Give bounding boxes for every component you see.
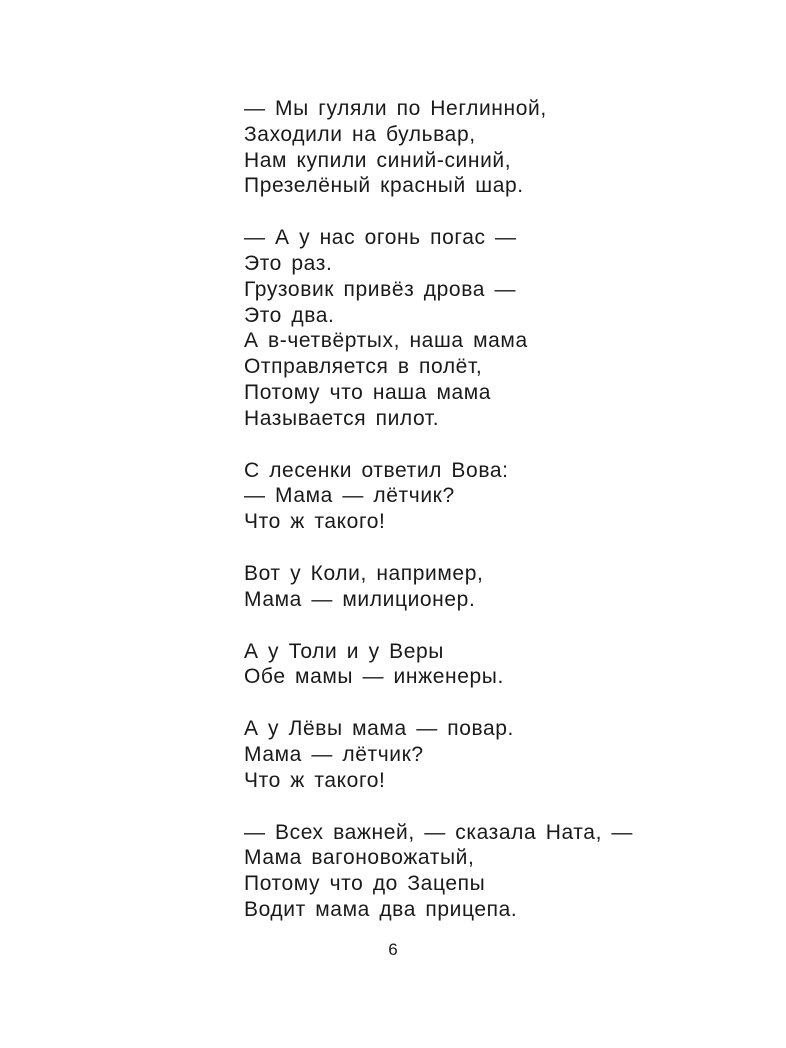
poem-text bbox=[244, 96, 744, 949]
poem-line: Вот у Коли, например, bbox=[244, 561, 484, 585]
poem-line: А у Толи и у Веры bbox=[244, 639, 444, 663]
stanza-4 bbox=[244, 561, 744, 613]
poem-line: Обе мамы — инженеры. bbox=[244, 665, 504, 689]
stanza-6 bbox=[244, 716, 744, 793]
stanza-3 bbox=[244, 458, 744, 535]
poem-line: А в-четвёртых, наша мама bbox=[244, 329, 528, 353]
poem-line: Мама — милиционер. bbox=[244, 587, 476, 611]
poem-line: Нам купили синий-синий, bbox=[244, 148, 512, 172]
poem-line: С лесенки ответил Вова: bbox=[244, 458, 509, 482]
poem-line: Что ж такого! bbox=[244, 768, 386, 792]
poem-line: Отправляется в полёт, bbox=[244, 355, 483, 379]
stanza-1 bbox=[244, 96, 744, 199]
poem-line: Мама — лётчик? bbox=[244, 742, 424, 766]
poem-line: — Мы гуляли по Неглинной, bbox=[244, 97, 547, 120]
page-number: 6 bbox=[388, 940, 398, 959]
poem-line: Мама вагоновожатый, bbox=[244, 846, 475, 870]
poem-line: Это два. bbox=[244, 303, 335, 327]
poem-line: Потому что наша мама bbox=[244, 380, 492, 404]
poem-line: Заходили на бульвар, bbox=[244, 122, 476, 146]
poem-line: Водит мама два прицепа. bbox=[244, 897, 518, 921]
poem-line: Это раз. bbox=[244, 251, 333, 275]
poem-line: Презелёный красный шар. bbox=[244, 174, 524, 198]
poem-line: Потому что до Зацепы bbox=[244, 872, 486, 896]
poem-line: А у Лёвы мама — повар. bbox=[244, 717, 514, 741]
poem-line: — Мама — лётчик? bbox=[244, 484, 455, 508]
stanza-2 bbox=[244, 225, 744, 431]
stanza-5 bbox=[244, 639, 744, 691]
stanza-7 bbox=[244, 820, 744, 923]
poem-line: — Всех важней, — сказала Ната, — bbox=[244, 820, 634, 844]
poem-line: Грузовик привёз дрова — bbox=[244, 277, 517, 301]
poem-line: Называется пилот. bbox=[244, 406, 440, 430]
poem-line: — А у нас огонь погас — bbox=[244, 226, 517, 250]
poem-line: Что ж такого! bbox=[244, 510, 386, 534]
